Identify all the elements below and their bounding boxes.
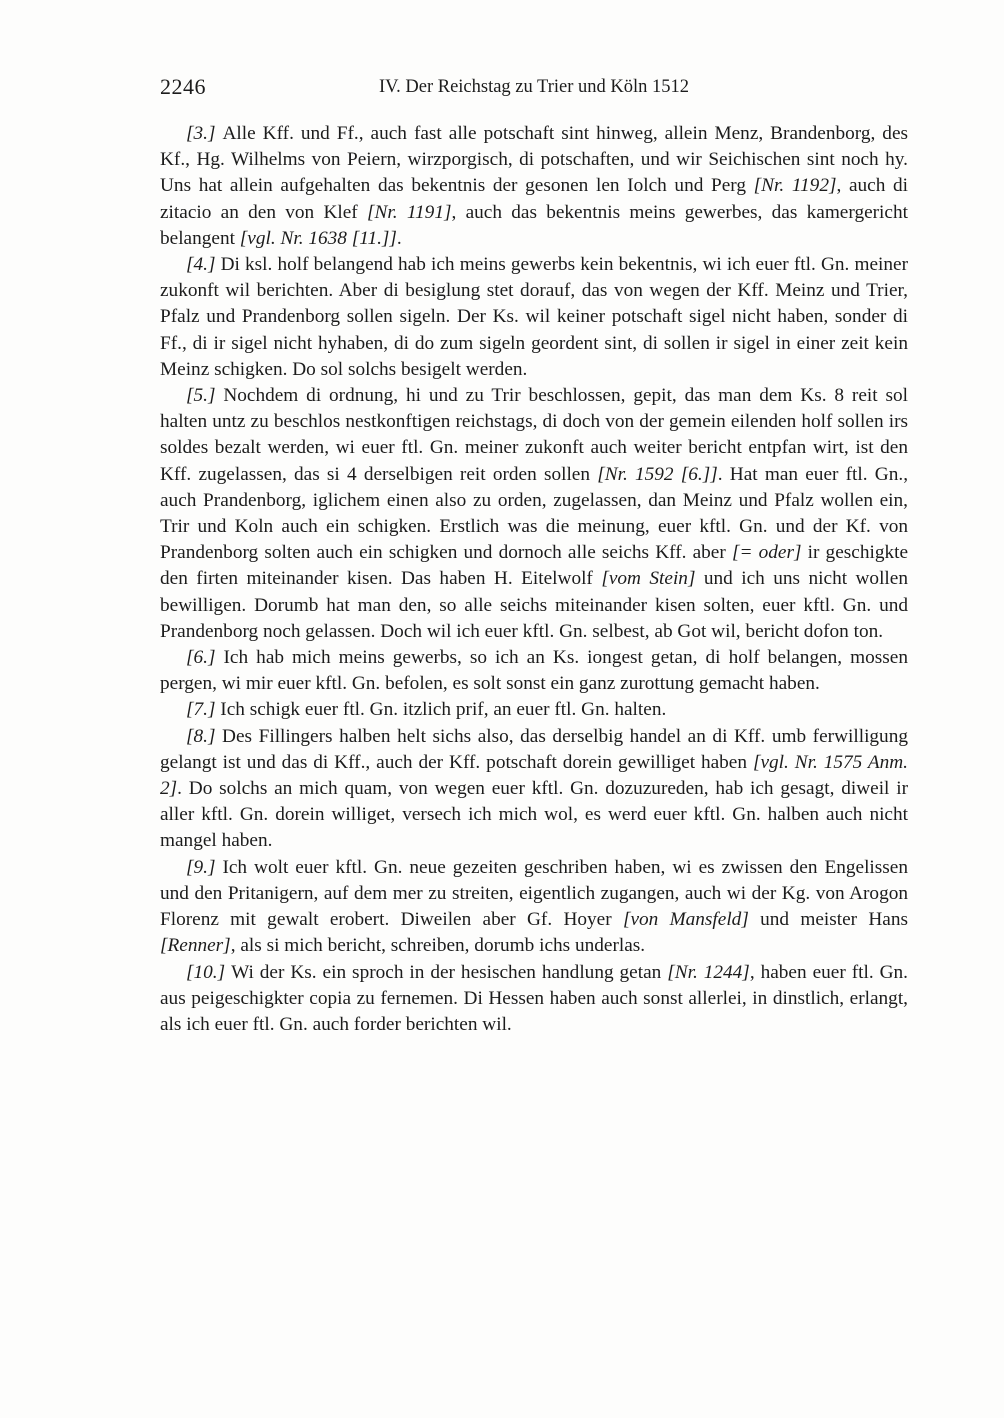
text-run: Ich wolt euer kftl. Gn. neue gezeiten geschriben haben, wi es zwissen den Engelissen und den Pritanigern, auf dem mer zu streiten, eigentlich zugangen, auch wi der Kg. von Arogon Florenz mit gewalt erobert. Diweilen aber Gf. Hoyer	[160, 856, 908, 931]
editorial-note: [von Mansfeld]	[622, 909, 749, 931]
editorial-note: [vgl. Nr. 1575 Anm. 2]	[160, 751, 908, 800]
editorial-note: [Nr. 1244]	[667, 961, 750, 983]
text-run: ir geschigkte den firten miteinander kisen. Das haben H. Eitelwolf	[160, 542, 909, 590]
paragraph	[160, 121, 908, 252]
editorial-note: [vom Stein]	[601, 568, 696, 590]
paragraph	[160, 383, 908, 645]
text-run: Di ksl. holf belangend hab ich meins gewerbs kein bekentnis, wi ich euer ftl. Gn. meiner zukonft wil berichten. Aber di besiglung stet dorauf, das von wegen der Kff. Meinz und Trier, Pfalz und Prandenborg sollen sigeln. Der Ks. wil keiner potschaft sigel nicht haben, sonder di Ff., di ir sigel nicht hyhaben, di do zum sigeln geordent sint, di sollen ir sigel in einer zeit kein Meinz schigken. Do sol solchs besigelt werden.	[160, 254, 908, 380]
text-run: Alle Kff. und Ff., auch fast alle potschaft sint hinweg, allein Menz, Brandenborg, des Kf., Hg. Wilhelms von Peiern, wirzporgisch, di potschaften, und wir Seichischen sint noch hy. Uns hat allein aufgehalten das bekentnis der gesonen len Iolch und Perg	[160, 123, 909, 197]
editorial-note: [= oder]	[731, 542, 802, 564]
text-run: . Do solchs an mich quam, von wegen euer kftl. Gn. dozuzureden, hab ich gesagt, diweil ir aller kftl. Gn. dorein williget, versech ich mich wol, es werd euer kftl. Gn. halben auch nicht mangel haben.	[160, 778, 908, 852]
text-run: Des Fillingers halben helt sichs also, das derselbig handel an di Kff. umb ferwilligung gelangt ist und das di Kff., auch der Kff. potschaft dorein gewilliget haben	[160, 725, 908, 773]
text-run: und meister Hans	[748, 909, 909, 931]
text-block	[160, 121, 908, 1038]
editorial-note: [Nr. 1192]	[753, 175, 837, 197]
paragraph-number: [7.]	[186, 699, 221, 721]
paragraph-number: [8.]	[186, 725, 223, 747]
text-run: Ich schigk euer ftl. Gn. itzlich prif, an euer ftl. Gn. halten.	[220, 699, 667, 721]
paragraph	[160, 697, 908, 723]
running-head: IV. Der Reichstag zu Trier und Köln 1512	[378, 77, 690, 97]
text-run: Wi der Ks. ein sproch in der hesischen handlung getan	[231, 961, 668, 983]
page-header	[160, 74, 908, 102]
text-run: .	[396, 227, 402, 249]
paragraph	[160, 960, 908, 1039]
paragraph	[160, 855, 908, 960]
editorial-note: [Nr. 1191]	[367, 201, 452, 223]
text-run: , als si mich bericht, schreiben, dorumb ichs underlas.	[230, 935, 646, 957]
paragraph	[160, 645, 908, 697]
text-run: Nochdem di ordnung, hi und zu Trir beschlossen, gepit, das man dem Ks. 8 reit sol halten untz zu beschlos nestkonftigen reichstags, di doch von der gemein eilenden holf sollen irs soldes bezalt werden, wi euer ftl. Gn. meiner zukonft auch weiter bericht entpfan wirt, ist den Kff. zugelassen, das si 4 derselbigen reit orden sollen	[160, 385, 908, 485]
text-run: und ich uns nicht wollen bewilligen. Dorumb hat man den, so alle seichs miteinander kisen solten, euer kftl. Gn. und Prandenborg noch gelassen. Doch wil ich euer kftl. Gn. selbest, ab Got wil, bericht dofon ton.	[160, 568, 908, 642]
paragraph-number: [5.]	[186, 385, 224, 407]
text-run: , haben euer ftl. Gn. aus peigeschigkter copia zu fernemen. Di Hessen haben auch sonst allerlei, in dinstlich, erlangt, als ich euer ftl. Gn. auch forder berichten wil.	[160, 961, 908, 1035]
text-run: , auch das bekentnis meins gewerbes, das kamergericht belangent	[160, 201, 908, 249]
text-run: , auch di zitacio an den von Klef	[160, 175, 908, 223]
text-run: Ich hab mich meins gewerbs, so ich an Ks. iongest getan, di holf belangen, mossen pergen, wi mir euer kftl. Gn. befolen, es solt sonst ein ganz zurottung gemacht haben.	[160, 647, 908, 695]
paragraph-number: [9.]	[186, 856, 223, 878]
page-number: 2246	[160, 74, 206, 99]
paragraph-number: [4.]	[186, 254, 221, 276]
editorial-note: [Nr. 1592 [6.]]	[597, 463, 718, 485]
paragraph-number: [6.]	[186, 647, 224, 669]
paragraph-number: [3.]	[186, 123, 223, 144]
paragraph	[160, 724, 908, 855]
paragraph	[160, 252, 908, 383]
text-run: . Hat man euer ftl. Gn., auch Prandenborg, iglichem einen also zu orden, zugelassen, dan Meinz und Pfalz wollen ein, Trir und Koln auch ein schigken. Erstlich was die meinung, euer kftl. Gn. und der Kf. von Prandenborg solten auch ein schigken und dornoch alle seichs Kff. aber	[160, 463, 909, 564]
editorial-note: [vgl. Nr. 1638 [11.]]	[239, 227, 397, 249]
paragraph-number: [10.]	[186, 961, 232, 983]
editorial-note: [Renner]	[160, 935, 231, 957]
